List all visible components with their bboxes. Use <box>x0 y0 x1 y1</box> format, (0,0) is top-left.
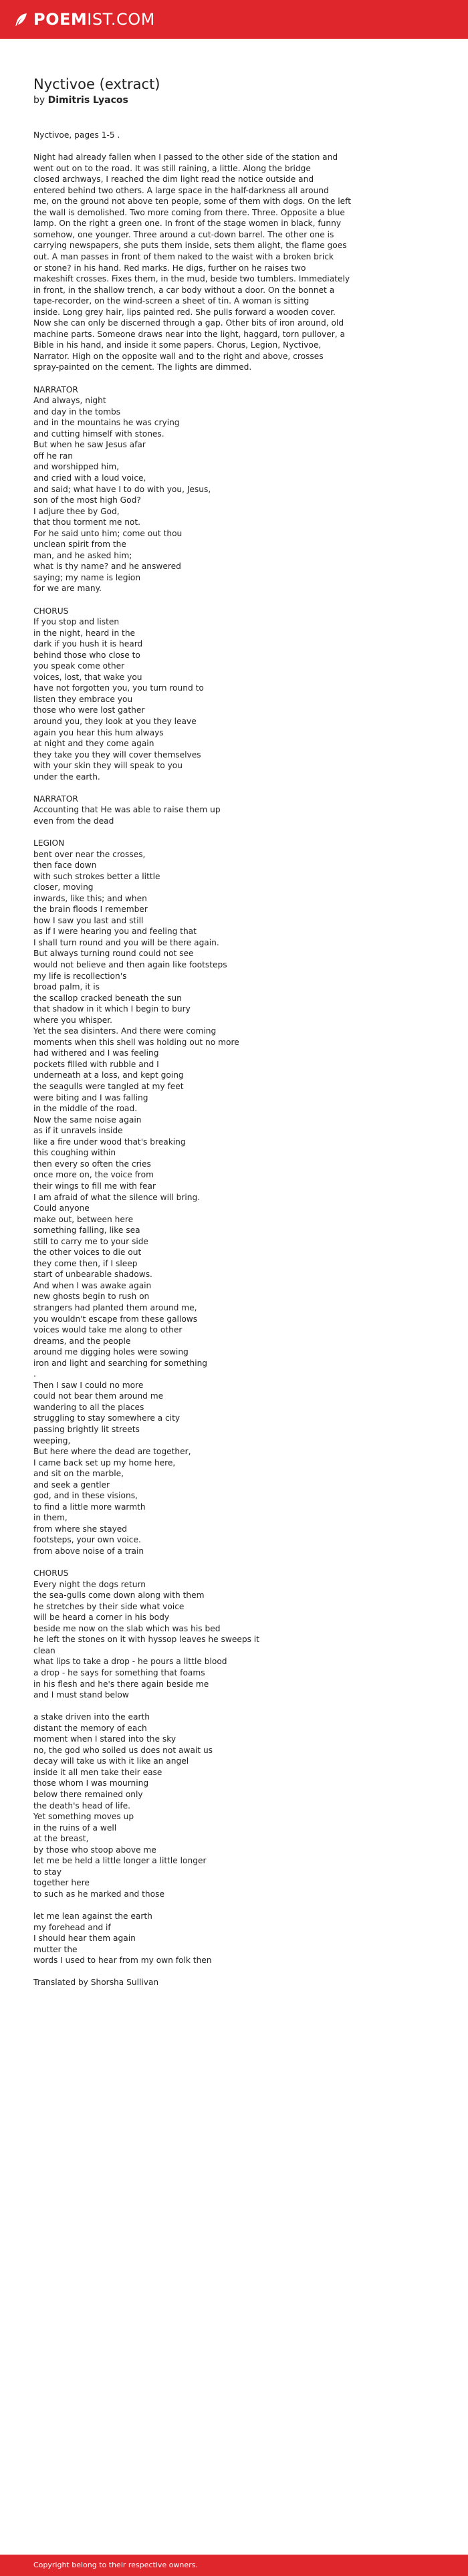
footer-copyright: Copyright belong to their respective owners. <box>33 2561 198 2569</box>
poem-title: Nyctivoe (extract) <box>33 76 160 92</box>
poem-container <box>33 75 441 1988</box>
quill-icon <box>13 12 28 27</box>
poem-body: Nyctivoe, pages 1-5 . Night had already fallen when I passed to the other side of the station and went out on to the road. It was still raining, a little. Along the bridge closed archways, I reached the dim light read the notice outside and entered behind two others. A large space in the half-darkness all around me, on the ground not above ten people, some of them with dogs. On the left the wall is demolished. Two more coming from there. Three. Opposite a blue lamp. On the right a green one. In front of the stage women in black, funny somehow, one younger. Three around a cut-down barrel. The other one is carrying newspapers, she puts them inside, sets them alight, the flame goes out. A man passes in front of them naked to the waist with a broken brick or stone? in his hand. Red marks. He digs, further on he raises two makeshift crosses. Fixes them, in the mud, beside two tumblers. Immediately in front, in the shallow trench, a car body without a door. On the bonnet a tape-recorder, on the wind-screen a sheet of tin. A woman is sitting inside. Long grey hair, lips painted red. She pulls forward a wooden cover. Now she can only be discerned through a gap. Other bits of iron around, old machine parts. Someone draws near into the light, haggard, torn pullover, a Bible in his hand, and inside it some papers. Chorus, Legion, Nyctivoe, Narrator. High on the opposite wall and to the right and above, crosses spray-painted on the cement. The lights are dimmed. NARRATOR And always, night and day in the tombs and in the mountains he was crying and cutting himself with stones. But when he saw Jesus afar off he ran and worshipped him, and cried with a loud voice, and said; what have I to do with you, Jesus, son of the most high God? I adjure thee by God, that thou torment me not. For he said unto him; come out thou unclean spirit from the man, and he asked him; what is thy name? and he answered saying; my name is legion for we are many. CHORUS If you stop and listen in the night, heard in the dark if you hush it is heard behind those who close to you speak come other voices, lost, that wake you have not forgotten you, you turn round to listen they embrace you those who were lost gather around you, they look at you they leave again you hear this hum always at night and they come again they take you they will cover themselves with your skin they will speak to you under the earth. NARRATOR Accounting that He was able to raise them up even from the dead LEGION bent over near the crosses, then face down with such strokes better a little closer, moving inwards, like this; and when the brain floods I remember how I saw you last and still as if I were hearing you and feeling that I shall turn round and you will be there again. But always turning round could not see would not believe and then again like footsteps my life is recollection's broad palm, it is the scallop cracked beneath the sun that shadow in it which I begin to bury where you whisper. Yet the sea disinters. And there were coming moments when this shell was holding out no more had withered and I was feeling pockets filled with rubble and I underneath at a loss, and kept going the seagulls were tangled at my feet were biting and I was falling in the middle of the road. Now the same noise again as if it unravels inside like a fire under wood that's breaking this coughing within then every so often the cries once more on, the voice from their wings to fill me with fear I am afraid of what the silence will bring. Could anyone make out, between here something falling, like sea still to carry me to your side the other voices to die out they come then, if I sleep start of unbearable shadows. And when I was awake again new ghosts begin to rush on strangers had planted them around me, you wouldn't escape from these gallows voices would take me along to other dreams, and the people around me digging holes were sowing iron and light and searching for something . Then I saw I could no more could not bear them around me wandering to all the places struggling to stay somewhere a city passing brightly lit streets weeping, But here where the dead are together, I came back set up my home here, and sit on the marble, and seek a gentler god, and in these visions, to find a little more warmth in them, from where she stayed footsteps, your own voice. from above noise of a train CHORUS Every night the dogs return the sea-gulls come down along with them he stretches by their side what voice will be heard a corner in his body beside me now on the slab which was his bed he left the stones on it with hyssop leaves he sweeps it clean what lips to take a drop - he pours a little blood a drop - he says for something that foams in his flesh and he's there again beside me and I must stand below a stake driven into the earth distant the memory of each moment when I stared into the sky no, the god who soiled us does not await us decay will take us with it like an angel inside it all men take their ease those whom I was mourning below there remained only the death's head of life. Yet something moves up in the ruins of a well at the breast, by those who stoop above me let me be held a little longer a little longer to stay together here to such as he marked and those let me lean against the earth my forehead and if I should hear them again mutter the words I used to hear from my own folk then Translated by Shorsha Sullivan <box>33 130 352 1988</box>
site-logo-text <box>33 10 155 29</box>
poem-byline <box>33 94 441 107</box>
byline-prefix: by <box>33 95 45 106</box>
site-logo-link[interactable] <box>13 10 155 29</box>
site-footer <box>0 2555 468 2576</box>
logo-text-light: IST.COM <box>87 10 155 29</box>
site-header <box>0 0 468 39</box>
logo-text-bold: POEM <box>33 10 88 29</box>
poem-author: Dimitris Lyacos <box>47 95 128 106</box>
